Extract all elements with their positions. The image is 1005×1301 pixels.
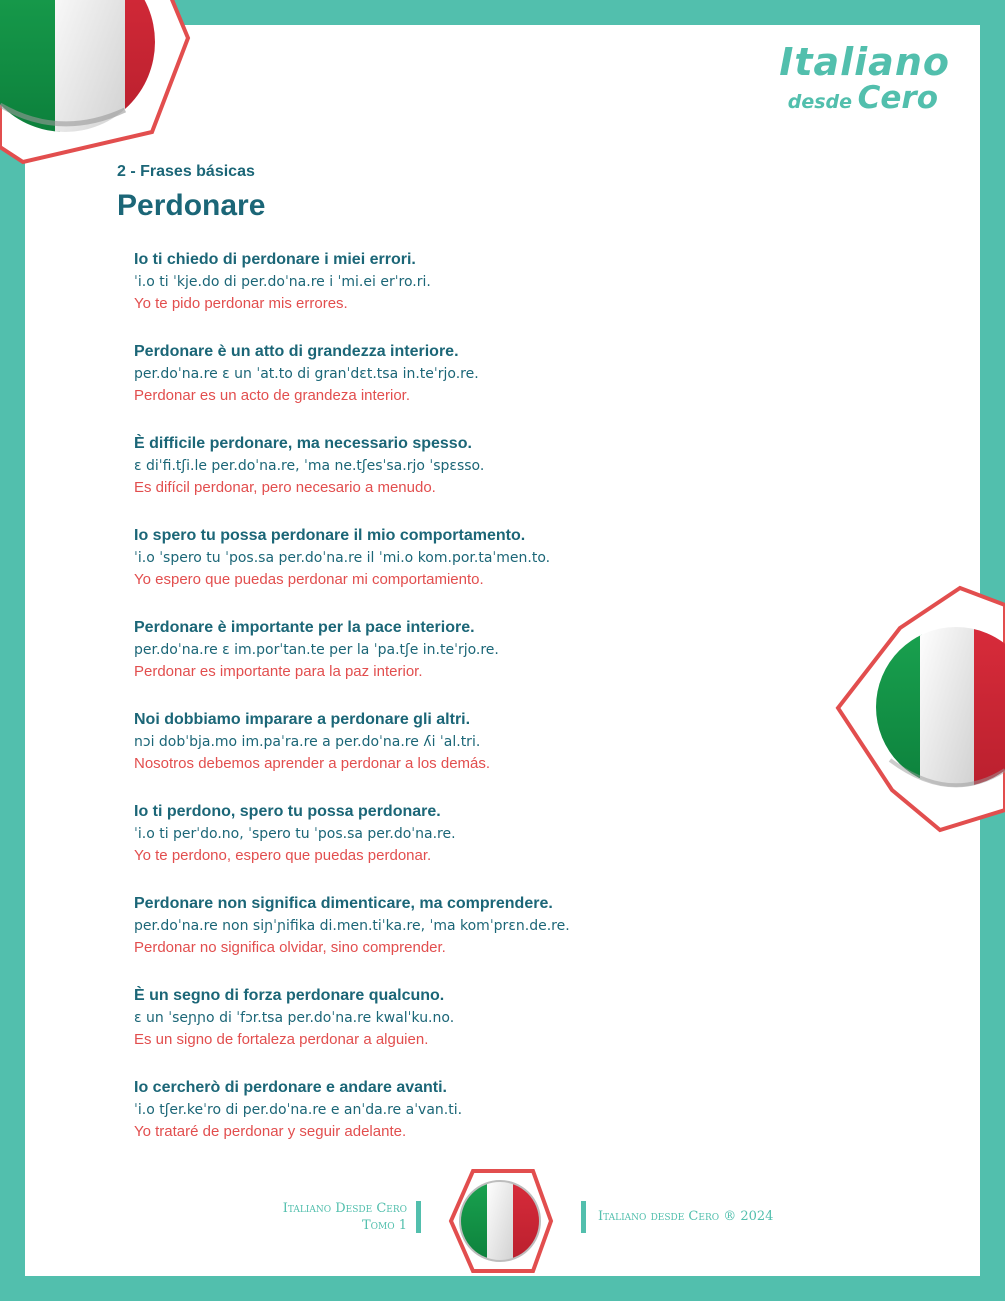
ipa-transcription: ˈi.o ti perˈdo.no, ˈspero tu ˈpos.sa per.doˈna.re.: [134, 826, 456, 842]
italian-phrase: Io ti perdono, spero tu possa perdonare.: [134, 803, 441, 820]
italian-phrase: Io ti chiedo di perdonare i miei errori.: [134, 251, 416, 268]
italy-flag-icon: [0, 0, 200, 170]
phrase-item: [134, 617, 774, 709]
ipa-transcription: ɛ diˈfi.tʃi.le per.doˈna.re, ˈma ne.tʃesˈsa.rjo ˈspɛsso.: [134, 458, 485, 474]
phrase-item: [134, 801, 774, 893]
spanish-translation: Yo te perdono, espero que puedas perdonar.: [134, 847, 432, 864]
spanish-translation: Perdonar no significa olvidar, sino comprender.: [134, 939, 446, 956]
brand-desde: desde: [787, 91, 853, 113]
ipa-transcription: ɛ un ˈseɲɲo di ˈfɔr.tsa per.doˈna.re kwalˈku.no.: [134, 1010, 455, 1026]
footer-divider-right: [581, 1201, 586, 1233]
italian-phrase: È un segno di forza perdonare qualcuno.: [134, 987, 445, 1004]
italy-flag-icon: [445, 1167, 555, 1275]
spanish-translation: Es un signo de fortaleza perdonar a alguien.: [134, 1031, 429, 1048]
brand-line1: Italiano: [779, 40, 950, 84]
brand-logo: [750, 40, 950, 116]
phrase-item: [134, 433, 774, 525]
italian-phrase: Perdonare è importante per la pace interiore.: [134, 619, 475, 636]
spanish-translation: Perdonar es importante para la paz interior.: [134, 663, 423, 680]
italian-phrase: Io spero tu possa perdonare il mio comportamento.: [134, 527, 526, 544]
ipa-transcription: per.doˈna.re non siɲˈɲifika di.men.tiˈka.re, ˈma komˈprɛn.de.re.: [134, 918, 570, 934]
spanish-translation: Yo trataré de perdonar y seguir adelante.: [134, 1123, 407, 1140]
footer-book-title: Italiano Desde Cero: [282, 1201, 407, 1216]
page-title: Perdonare: [117, 189, 266, 222]
brand-line2: [750, 80, 938, 116]
italian-phrase: Perdonare è un atto di grandezza interiore.: [134, 343, 459, 360]
italian-phrase: Perdonare non significa dimenticare, ma comprendere.: [134, 895, 553, 912]
phrase-item: [134, 249, 774, 341]
italian-phrase: Io cercherò di perdonare e andare avanti.: [134, 1079, 447, 1096]
ipa-transcription: per.doˈna.re ɛ im.porˈtan.te per la ˈpa.tʃe in.teˈrjo.re.: [134, 642, 499, 658]
phrase-item: [134, 525, 774, 617]
italian-phrase: È difficile perdonare, ma necessario spesso.: [134, 435, 472, 452]
footer-volume: Tomo 1: [361, 1218, 407, 1233]
ipa-transcription: nɔi dobˈbja.mo im.paˈra.re a per.doˈna.re ʎi ˈal.tri.: [134, 734, 481, 750]
ipa-transcription: ˈi.o ˈspero tu ˈpos.sa per.doˈna.re il ˈmi.o kom.por.taˈmen.to.: [134, 550, 551, 566]
ipa-transcription: ˈi.o ti ˈkje.do di per.doˈna.re i ˈmi.ei erˈro.ri.: [134, 274, 431, 290]
spanish-translation: Yo espero que puedas perdonar mi comportamiento.: [134, 571, 484, 588]
footer-divider-left: [416, 1201, 421, 1233]
phrase-item: [134, 341, 774, 433]
footer-book-info: [205, 1200, 407, 1234]
section-label: 2 - Frases básicas: [117, 163, 255, 180]
phrase-list: [134, 249, 774, 1169]
italian-phrase: Noi dobbiamo imparare a perdonare gli altri.: [134, 711, 471, 728]
ipa-transcription: per.doˈna.re ɛ un ˈat.to di granˈdɛt.tsa in.teˈrjo.re.: [134, 366, 479, 382]
phrase-item: [134, 709, 774, 801]
spanish-translation: Es difícil perdonar, pero necesario a menudo.: [134, 479, 436, 496]
phrase-item: [134, 893, 774, 985]
spanish-translation: Yo te pido perdonar mis errores.: [134, 295, 348, 312]
phrase-item: [134, 1077, 774, 1169]
italy-flag-icon: [830, 580, 1005, 840]
footer-copyright: Italiano desde Cero ® 2024: [598, 1209, 774, 1224]
spanish-translation: Nosotros debemos aprender a perdonar a los demás.: [134, 755, 491, 772]
phrase-item: [134, 985, 774, 1077]
brand-cero: Cero: [857, 80, 938, 116]
spanish-translation: Perdonar es un acto de grandeza interior.: [134, 387, 411, 404]
ipa-transcription: ˈi.o tʃer.keˈro di per.doˈna.re e anˈda.re aˈvan.ti.: [134, 1102, 463, 1118]
